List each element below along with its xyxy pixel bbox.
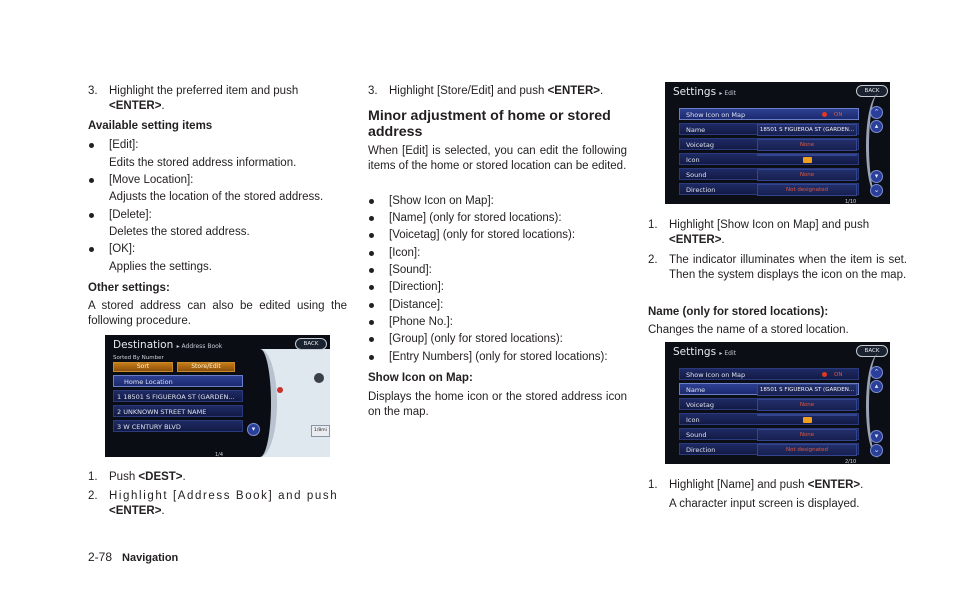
name-text: Changes the name of a stored location. (648, 324, 849, 336)
page-footer (88, 550, 178, 566)
indicator-icon (822, 372, 827, 377)
icon-value (757, 414, 857, 416)
row-show-icon[interactable]: Show Icon on Map ON (679, 108, 859, 120)
list-item: [Edit]: (88, 138, 347, 153)
list-item-desc: Deletes the stored address. (109, 226, 250, 238)
row-direction[interactable]: Direction (679, 443, 859, 455)
row-icon[interactable]: Icon (679, 153, 859, 165)
row-name[interactable]: Name (679, 383, 859, 395)
store-edit-button[interactable]: Store/Edit (177, 362, 235, 372)
settings-screen-1 (665, 82, 890, 204)
row-sound[interactable]: Sound (679, 428, 859, 440)
sorted-by-label: Sorted By Number (113, 355, 164, 361)
row-show-icon[interactable]: Show Icon on Map ON (679, 368, 859, 380)
row-sound[interactable]: Sound (679, 168, 859, 180)
other-settings-heading: Other settings: (88, 282, 170, 294)
back-button[interactable]: BACK (295, 338, 327, 350)
scroll-top-icon[interactable]: ⌃ (870, 366, 883, 379)
back-button[interactable]: BACK (856, 85, 888, 97)
page-indicator: 2/10 (845, 459, 857, 464)
screen-title: Settings (673, 86, 717, 98)
destination-screen (105, 335, 330, 457)
sort-button[interactable]: Sort (113, 362, 173, 372)
list-item: [Phone No.]: (368, 315, 627, 330)
screen-breadcrumb: ▸ Edit (719, 90, 736, 97)
list-item: [Voicetag] (only for stored locations): (368, 228, 627, 243)
scroll-down-icon[interactable]: ▾ (870, 430, 883, 443)
list-item: [Group] (only for stored locations): (368, 332, 627, 347)
row-voicetag[interactable]: Voicetag (679, 398, 859, 410)
page-indicator: 1/10 (845, 199, 857, 204)
list-item: [Delete]: (88, 208, 347, 223)
section-intro: When [Edit] is selected, you can edit the following items of the home or stored location can be edited. (368, 145, 627, 172)
step-2: 2. Highlight [Address Book] and push (88, 490, 339, 502)
compass-icon (314, 373, 324, 383)
row-name[interactable]: Name (679, 123, 859, 135)
name-value: 18501 S FIGUEROA ST (GARDEN... (757, 124, 857, 136)
screen-title: Destination (113, 339, 174, 351)
flag-icon (803, 157, 812, 163)
row-icon[interactable]: Icon (679, 413, 859, 425)
settings-screen-2 (665, 342, 890, 464)
list-item-desc: Adjusts the location of the stored address. (109, 191, 324, 203)
scroll-up-icon[interactable]: ▴ (870, 120, 883, 133)
screen-title: Settings (673, 346, 717, 358)
scroll-down-icon[interactable]: ▾ (870, 170, 883, 183)
list-item: [OK]: (88, 242, 347, 257)
step-3: 3. Highlight the preferred item and push <ENTER>. (88, 85, 299, 112)
list-item: [Entry Numbers] (only for stored locations): (368, 350, 627, 365)
step-1b: 1. Highlight [Name] and push <ENTER>. (648, 479, 864, 491)
list-row-1[interactable]: 1 18501 S FIGUEROA ST (GARDEN... (113, 390, 243, 402)
sound-value: None (757, 169, 857, 181)
scroll-bottom-icon[interactable]: ⌄ (870, 444, 883, 457)
step-3: 3. Highlight [Store/Edit] and push <ENTER>. (368, 85, 604, 97)
list-row-2[interactable]: 2 UNKNOWN STREET NAME (113, 405, 243, 417)
map-marker-icon (277, 387, 283, 393)
list-item: [Sound]: (368, 263, 627, 278)
icon-value (757, 154, 857, 156)
screen-breadcrumb: ▸ Edit (719, 350, 736, 357)
scale-indicator: 1/8mi (311, 425, 330, 437)
section-heading: Minor adjustment of home or stored address (368, 108, 611, 140)
list-item: [Distance]: (368, 298, 627, 313)
list-row-home[interactable]: Home Location (113, 375, 243, 387)
direction-value: Not designated (757, 444, 857, 456)
screen-breadcrumb: ▸ Address Book (176, 343, 223, 350)
show-icon-heading: Show Icon on Map: (368, 372, 473, 384)
name-value: 18501 S FIGUEROA ST (GARDEN... (757, 384, 857, 396)
list-item: [Icon]: (368, 246, 627, 261)
direction-value: Not designated (757, 184, 857, 196)
flag-icon (803, 417, 812, 423)
list-item: [Move Location]: (88, 173, 347, 188)
map-frame (243, 349, 277, 457)
list-item: [Show Icon on Map]: (368, 194, 627, 209)
page-indicator: 1/4 (215, 452, 224, 457)
indicator-icon (822, 112, 827, 117)
show-icon-text: Displays the home icon or the stored address icon on the map. (368, 391, 627, 418)
step-1: 1. Highlight [Show Icon on Map] and push <ENTER>. (648, 219, 870, 246)
list-row-3[interactable]: 3 W CENTURY BLVD (113, 420, 243, 432)
step-2: 2. The indicator illuminates when the item is set. Then the system displays the icon on the map. (648, 254, 907, 281)
list-item-desc: Edits the stored address information. (109, 157, 297, 169)
row-direction[interactable]: Direction (679, 183, 859, 195)
step-1b-sub: A character input screen is displayed. (669, 498, 860, 510)
scroll-up-icon[interactable]: ▴ (870, 380, 883, 393)
scroll-bottom-icon[interactable]: ⌄ (870, 184, 883, 197)
voicetag-value: None (757, 399, 857, 411)
sound-value: None (757, 429, 857, 441)
scroll-down-icon[interactable]: ▾ (247, 423, 260, 436)
row-voicetag[interactable]: Voicetag (679, 138, 859, 150)
list-item-desc: Applies the settings. (109, 261, 212, 273)
section-name: Navigation (122, 552, 179, 564)
list-item: [Direction]: (368, 280, 627, 295)
voicetag-value: None (757, 139, 857, 151)
step-2-key: <ENTER> (109, 505, 162, 517)
available-setting-heading: Available setting items (88, 120, 213, 132)
list-item: [Name] (only for stored locations): (368, 211, 627, 226)
back-button[interactable]: BACK (856, 345, 888, 357)
page-number: 2-78 (88, 550, 113, 564)
scroll-top-icon[interactable]: ⌃ (870, 106, 883, 119)
name-heading: Name (only for stored locations): (648, 306, 829, 318)
other-settings-text: A stored address can also be edited using the following procedure. (88, 300, 347, 327)
step-1: 1. Push <DEST>. (88, 471, 186, 483)
